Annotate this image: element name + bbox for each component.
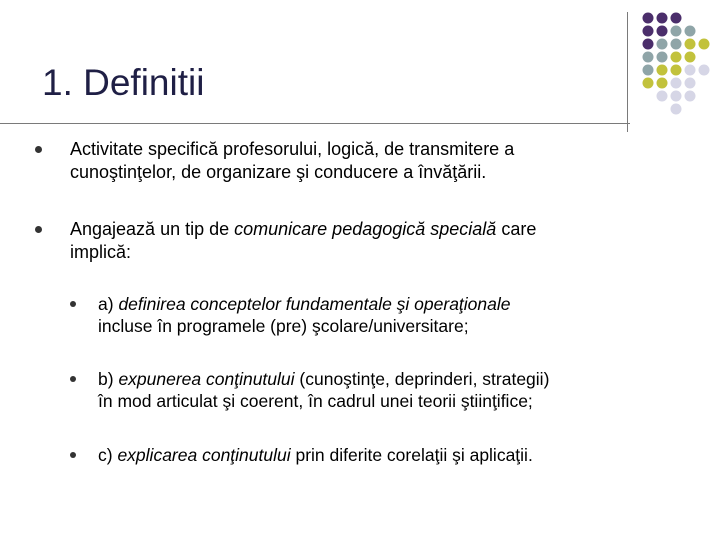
slide-title: 1. Definitii: [42, 62, 205, 103]
subbullet-line: c) explicarea conţinutului prin diferite corelaţii şi aplicaţii.: [98, 445, 533, 465]
subbullet-line: a) definirea conceptelor fundamentale şi operaţionale: [98, 294, 511, 314]
subbullet-item-b: [98, 368, 698, 412]
subbullet-line: b) expunerea conţinutului (cunoştinţe, deprinderi, strategii): [98, 369, 550, 389]
subbullet-dot: [70, 376, 76, 382]
decorative-dot-grid: [641, 12, 711, 122]
bullet-line: Activitate specifică profesorului, logică, de transmitere a: [70, 139, 515, 159]
title-underline: [0, 123, 630, 124]
bullet-line: cunoştinţelor, de organizare şi conducere a învăţării.: [70, 162, 487, 182]
bullet-dot: [35, 146, 42, 153]
subbullet-dot: [70, 452, 76, 458]
subbullet-line: incluse în programele (pre) şcolare/universitare;: [98, 316, 469, 336]
bullet-line: Angajează un tip de comunicare pedagogică specială care: [70, 219, 537, 239]
bullet-item-angajeaza: [70, 218, 670, 264]
subbullet-dot: [70, 301, 76, 307]
bullet-line: implică:: [70, 242, 132, 262]
bullet-item-activitate: [70, 138, 670, 184]
bullet-dot: [35, 226, 42, 233]
subbullet-item-c: [98, 444, 698, 466]
vertical-divider: [627, 12, 628, 132]
subbullet-item-a: [98, 293, 698, 337]
subbullet-line: în mod articulat şi coerent, în cadrul unei teorii ştiinţifice;: [98, 391, 533, 411]
